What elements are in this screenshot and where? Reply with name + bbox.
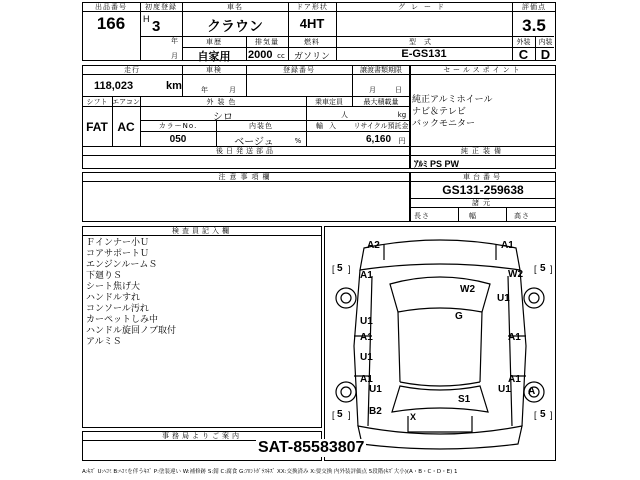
chassis-label: 車台番号 [463, 173, 503, 181]
damage-mark: U1 [497, 293, 510, 304]
usage-value: 自家用 [197, 50, 231, 63]
model-value: E-GS131 [401, 48, 447, 60]
inspector-note: コンソール汚れ [86, 304, 149, 314]
office-label: 事務局よりご案内 [162, 432, 242, 440]
usage-label: 車歴 [206, 38, 222, 46]
damage-mark: G [455, 311, 463, 322]
color-no-label: カラーNo. [158, 122, 198, 130]
km-unit: km [166, 80, 182, 92]
shift-label: シフト [86, 98, 108, 106]
legend-footer: A:ｷｽﾞ U:ﾍｺﾐ B:ﾍｺﾐを伴うｷｽﾞ P:塗装違い W:補修跡 S:錆 C:腐食 G:ﾌﾛﾝﾄｶﾞﾗｽｷｽﾞ XX:交換済み X:要交換 内外装評価点 5段階(ｷｽﾞ大小)(A・B・C・D・E) 1 [82, 469, 458, 475]
h-prefix: H [143, 14, 150, 24]
transfer-label: 譲渡書類期限 [360, 66, 402, 74]
displacement-label: 排気量 [255, 38, 279, 46]
height-label: 高さ [514, 212, 530, 220]
damage-mark: W2 [508, 269, 523, 280]
percent-unit: % [294, 137, 302, 145]
notes-label: 注意事項欄 [218, 173, 274, 181]
chassis-value: GS131-259638 [442, 183, 524, 197]
year-unit: 年 [171, 37, 179, 45]
recycle-unit: 円 [398, 137, 406, 145]
sales-point-3: バックモニター [412, 119, 476, 129]
tire-fr: 5 [540, 263, 546, 274]
inspector-note: ハンドルすれ [86, 293, 141, 303]
inspector-note: Ｆインナー小Ｕ [86, 238, 150, 248]
sales-point-2: ナビ＆テレビ [412, 107, 466, 117]
tire-rr: 5 [540, 409, 546, 420]
inspection-label: 車検 [206, 66, 222, 74]
aircon-value: AC [117, 120, 135, 134]
damage-mark: X [410, 412, 417, 422]
damage-mark: U1 [369, 384, 382, 395]
inspector-note: カーペットしみ中 [86, 315, 159, 325]
equipment-label: 純正装備 [461, 147, 505, 155]
door-type: 4HT [299, 16, 325, 31]
damage-mark: B2 [369, 406, 382, 417]
damage-mark: A1 [360, 332, 373, 343]
inspector-note: コアサポートＵ [86, 249, 150, 259]
int-color-value: ベージュ [234, 137, 274, 148]
aircon-label: エアコン [112, 98, 140, 106]
fuel-label: 燃料 [304, 38, 320, 46]
kg-unit: kg [397, 111, 407, 119]
tire-fl: 5 [337, 263, 343, 274]
sales-point-1: 純正アルミホイール [412, 95, 493, 105]
ext-color-label: 外装色 [206, 98, 240, 106]
person-unit: 人 [341, 111, 349, 119]
color-no-value: 050 [169, 134, 187, 145]
grade-label: グレード [398, 3, 450, 11]
t-day-unit: 日 [395, 86, 403, 94]
inspector-note: 下廻りＳ [86, 271, 123, 281]
inspector-label: 検査員記入欄 [172, 227, 232, 235]
dimensions-label: 諸元 [472, 199, 494, 207]
inspector-note: エンジンルームＳ [86, 260, 158, 270]
equipment-value: ｱﾙﾐ PS PW [414, 159, 460, 169]
svg-text:[: [ [332, 410, 335, 420]
h-year: 3 [152, 18, 161, 35]
model-label: 型式 [409, 38, 439, 46]
svg-text:]: ] [348, 410, 351, 420]
damage-mark: A2 [367, 240, 380, 251]
exterior-value: C [518, 47, 529, 62]
exterior-label: 外装 [516, 38, 531, 46]
tire-rl: 5 [337, 409, 343, 420]
int-color-label: 内装色 [249, 122, 273, 130]
max-load-label: 最大積載量 [363, 98, 399, 106]
doors-label: ドア形状 [296, 3, 328, 11]
score-label: 評価点 [522, 3, 546, 11]
svg-text:]: ] [550, 264, 553, 274]
month-unit: 月 [171, 52, 179, 60]
t-month-unit: 月 [369, 86, 377, 94]
svg-text:[: [ [534, 410, 537, 420]
car-outline [324, 226, 556, 461]
interior-value: D [540, 47, 551, 62]
recycle-value: 6,160 [366, 134, 392, 145]
rear-parts-label: 後日発送部品 [216, 147, 276, 155]
mileage-value: 118,023 [94, 80, 134, 92]
damage-mark: S1 [458, 394, 471, 405]
damage-mark: A1 [360, 374, 373, 385]
fuel-value: ガソリン [293, 52, 330, 62]
capacity-label: 乗車定員 [315, 98, 343, 106]
damage-mark: A1 [508, 374, 521, 385]
damage-mark: W2 [460, 284, 475, 295]
damage-mark: U1 [360, 352, 373, 363]
score-value: 3.5 [522, 16, 546, 35]
first-reg-label: 初度登録 [145, 3, 177, 11]
reg-no-label: 登録番号 [283, 66, 315, 74]
ins-month-unit: 月 [229, 86, 237, 94]
damage-mark: A1 [360, 270, 373, 281]
recycle-label: リサイクル預託金 [353, 122, 409, 130]
lot-no-label: 出品番号 [95, 3, 127, 11]
lot-number: 166 [96, 14, 126, 33]
inspector-note: アルミＳ [86, 337, 122, 347]
damage-mark: A1 [501, 240, 514, 251]
stock-number: SAT-85583807 [258, 439, 365, 456]
interior-label: 内装 [538, 38, 553, 46]
import-label: 輸入 [316, 122, 342, 130]
car-name-label: 車名 [227, 3, 243, 11]
inspector-note: シート焦げ大 [86, 282, 141, 292]
width-label: 幅 [469, 212, 477, 220]
length-label: 長さ [414, 212, 430, 220]
car-name: クラウン [207, 19, 263, 35]
shift-value: FAT [86, 120, 108, 134]
damage-mark: U1 [498, 384, 511, 395]
svg-text:]: ] [348, 264, 351, 274]
svg-text:]: ] [550, 410, 553, 420]
svg-text:[: [ [534, 264, 537, 274]
displacement-value: 2000 [248, 49, 273, 61]
ext-color-value: シロ [213, 112, 233, 123]
ins-year-unit: 年 [201, 86, 209, 94]
svg-text:[: [ [332, 264, 335, 274]
cc-unit: cc [277, 52, 285, 60]
mileage-label: 走行 [124, 66, 140, 74]
damage-mark: A1 [508, 332, 521, 343]
damage-mark: A [528, 386, 536, 397]
sales-points-label: セールスポイント [443, 66, 523, 74]
inspector-note: ハンドル旋回ノブ取付 [86, 326, 177, 336]
damage-mark: U1 [360, 316, 373, 327]
